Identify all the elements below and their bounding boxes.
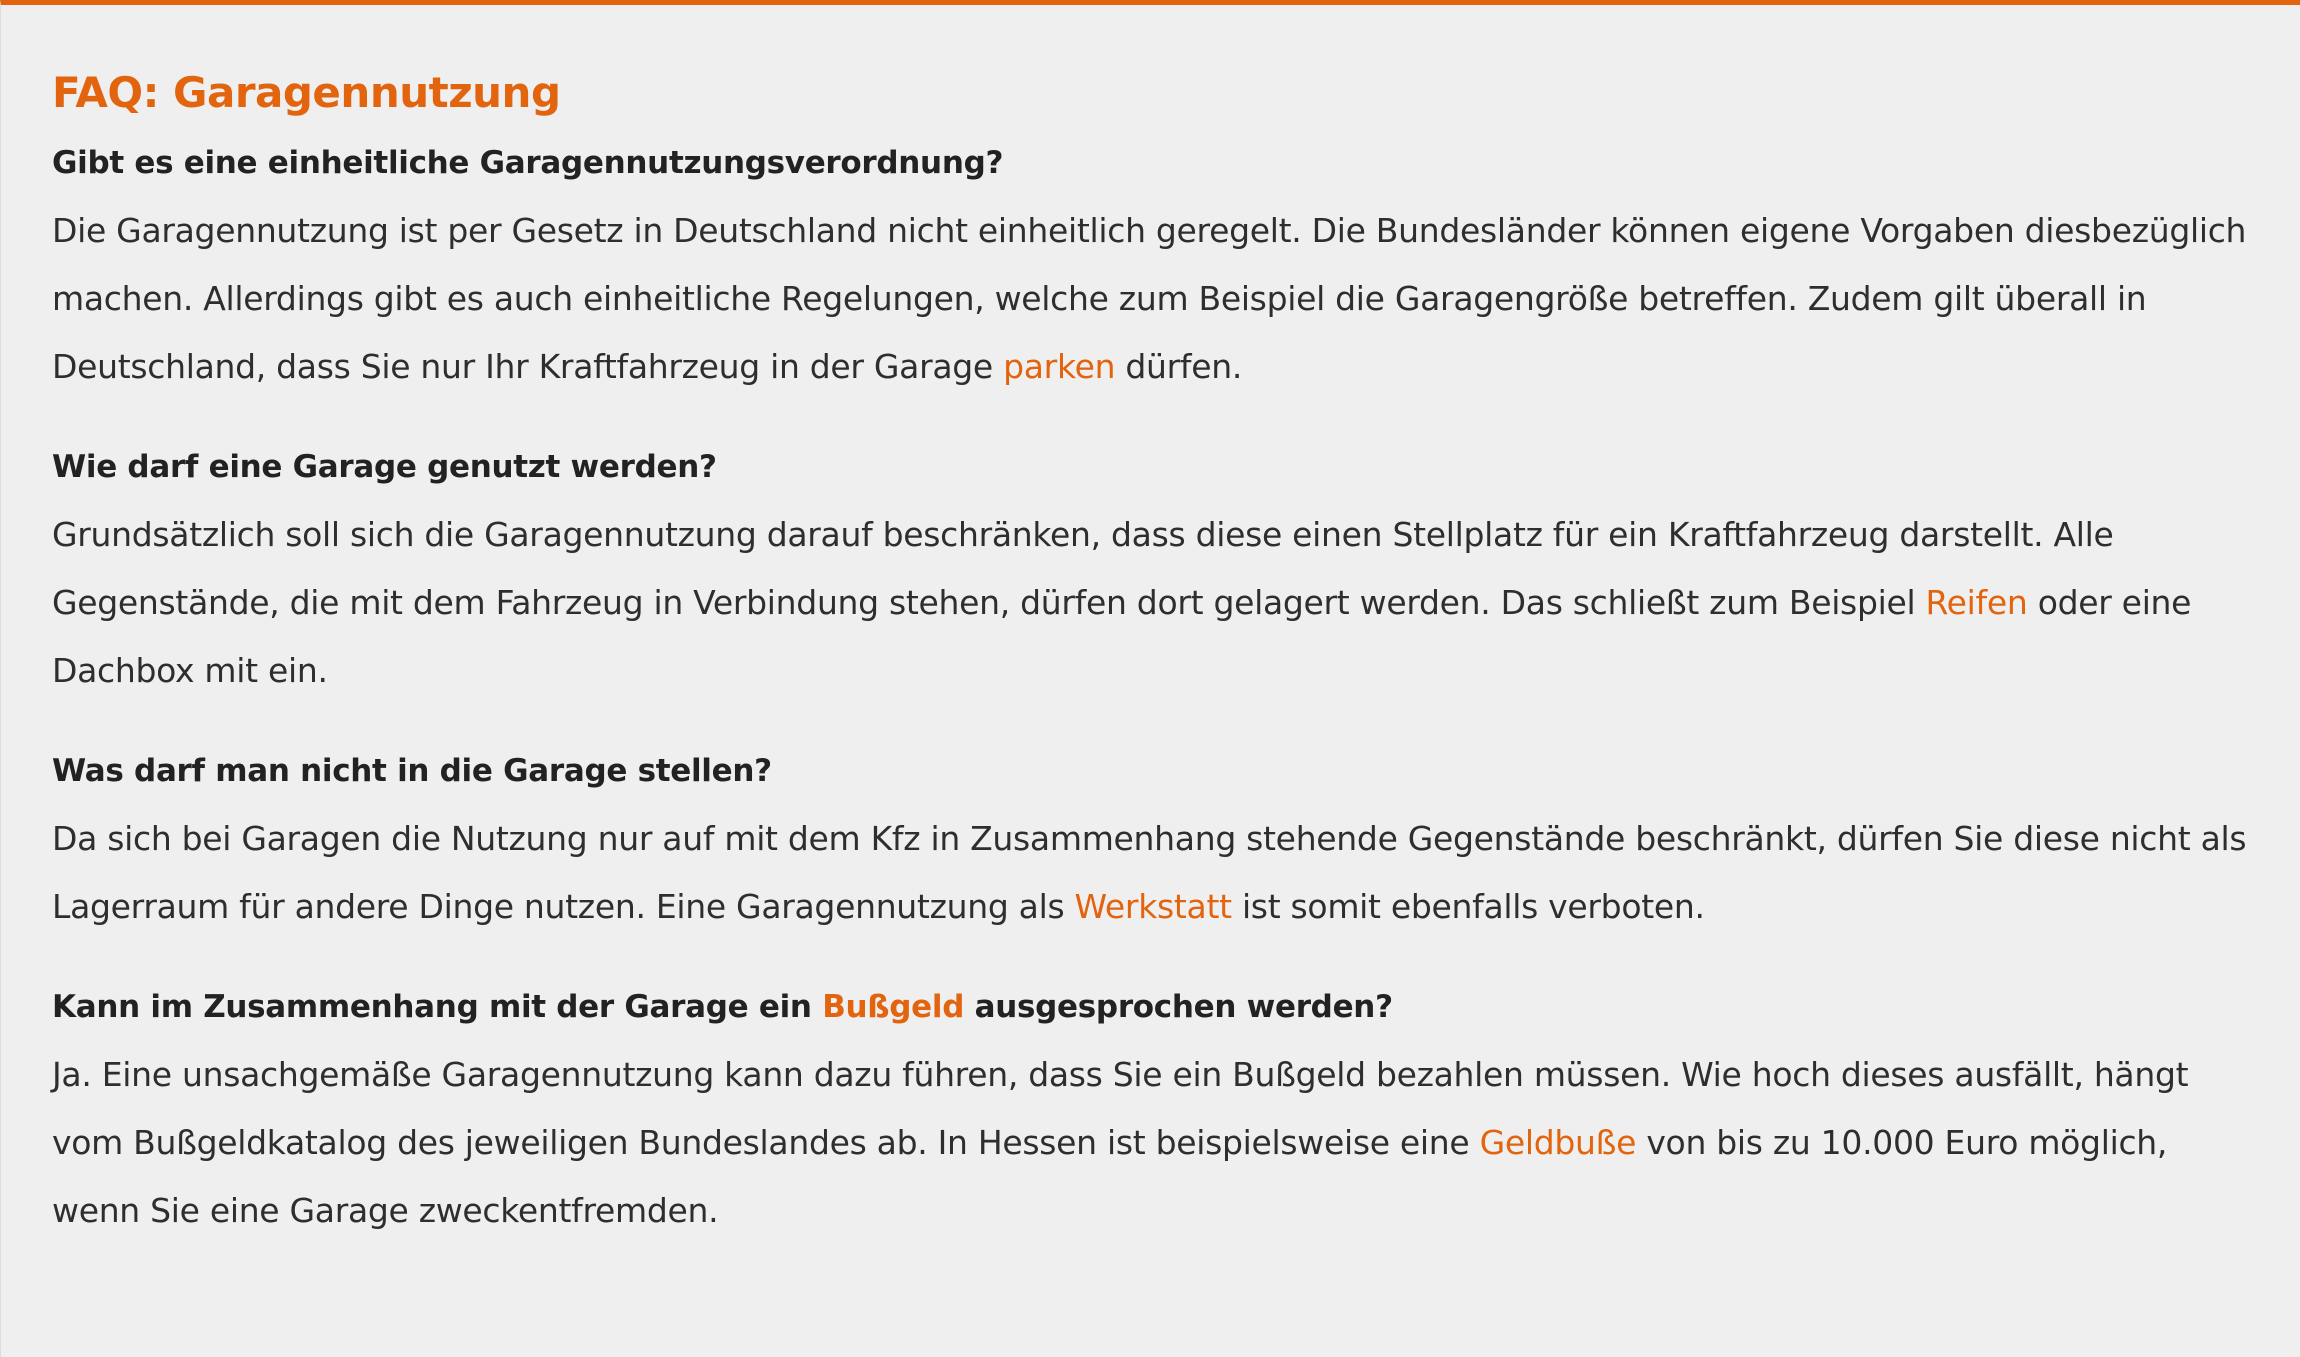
faq-item: [52, 433, 2260, 705]
answer-text: ist somit ebenfalls verboten.: [1231, 887, 1705, 926]
faq-question: [52, 973, 2260, 1041]
reifen-link[interactable]: Reifen: [1925, 583, 2028, 622]
faq-answer: [52, 501, 2262, 705]
geldbusse-link[interactable]: Geldbuße: [1479, 1123, 1637, 1162]
faq-item: [52, 737, 2260, 941]
answer-text: Ja. Eine unsachgemäße Garagennutzung kann dazu führen, dass Sie ein Bußgeld bezahlen müssen. Wie hoch dieses ausfällt, hängt vom Bußgeldkatalog des jeweiligen Bundeslandes ab. In Hessen ist beispielsweise eine: [52, 1055, 2189, 1162]
answer-text: Die Garagennutzung ist per Gesetz in Deutschland nicht einheitlich geregelt. Die Bundesländer können eigene Vorgaben diesbezüglich machen. Allerdings gibt es auch einheitliche Regelungen, welche zum Beispiel die Garagengröße betreffen. Zudem gilt überall in Deutschland, dass Sie nur Ihr Kraftfahrzeug in der Garage: [52, 211, 2247, 386]
faq-item: [52, 973, 2260, 1245]
answer-text: von bis zu 10.000 Euro möglich, wenn Sie eine Garage zweckentfremden.: [52, 1123, 2168, 1230]
faq-title: FAQ: Garagennutzung: [52, 68, 561, 117]
faq-question: Wie darf eine Garage genutzt werden?: [52, 449, 717, 485]
answer-text: Grundsätzlich soll sich die Garagennutzung darauf beschränken, dass diese einen Stellplatz für ein Kraftfahrzeug darstellt. Alle Gegenstände, die mit dem Fahrzeug in Verbindung stehen, dürfen dort gelagert werden. Das schließt zum Beispiel: [52, 515, 2114, 622]
answer-text: Da sich bei Garagen die Nutzung nur auf mit dem Kfz in Zusammenhang stehende Gegenstände beschränkt, dürfen Sie diese nicht als Lagerraum für andere Dinge nutzen. Eine Garagennutzung als: [52, 819, 2247, 926]
faq-item: [52, 129, 2260, 401]
parken-link[interactable]: parken: [1003, 347, 1116, 386]
faq-question: Gibt es eine einheitliche Garagennutzungsverordnung?: [52, 145, 1004, 181]
answer-text: oder eine Dachbox mit ein.: [52, 583, 2192, 690]
faq-answer: [52, 805, 2262, 941]
question-text: ausgesprochen werden?: [964, 989, 1393, 1025]
werkstatt-link[interactable]: Werkstatt: [1074, 887, 1232, 926]
question-text: Kann im Zusammenhang mit der Garage ein: [52, 989, 823, 1025]
faq-question: Was darf man nicht in die Garage stellen?: [52, 753, 772, 789]
answer-text: dürfen.: [1115, 347, 1243, 386]
faq-answer: [52, 1041, 2262, 1245]
faq-answer: [52, 197, 2262, 401]
bussgeld-link[interactable]: Bußgeld: [822, 989, 965, 1025]
